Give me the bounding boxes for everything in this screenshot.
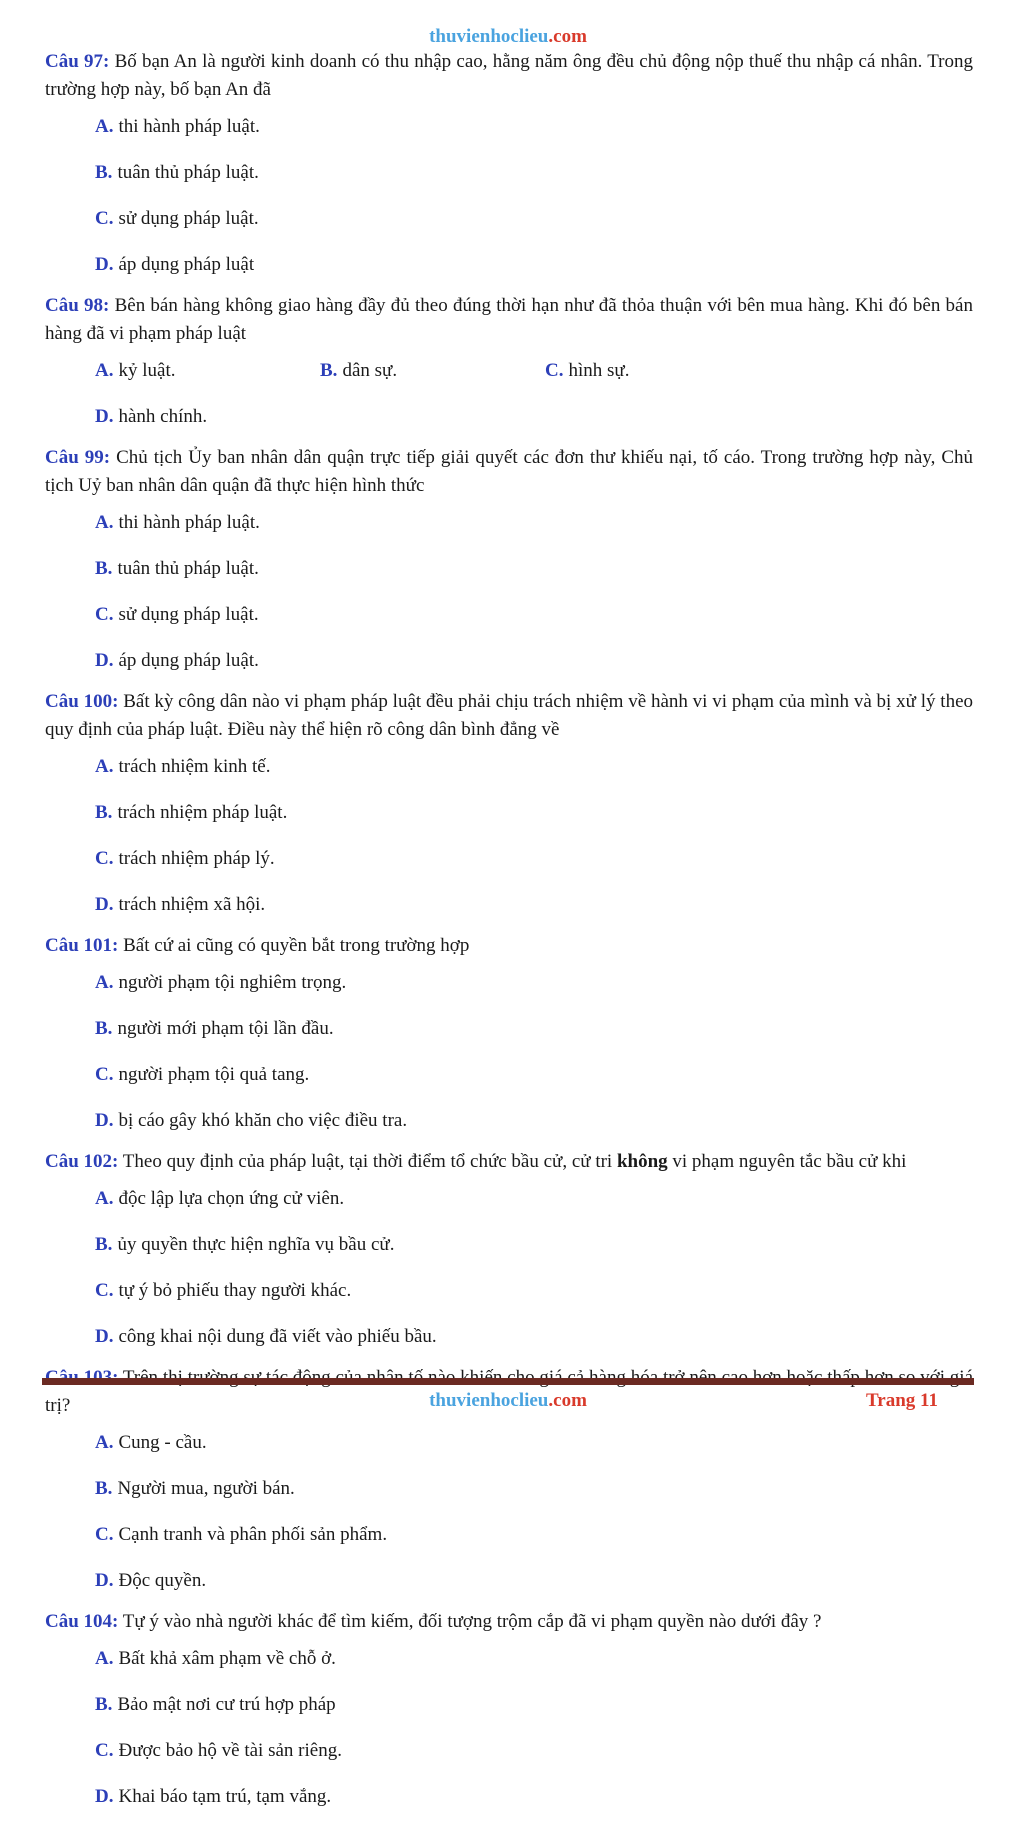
site-name: thuvienhoclieu	[429, 26, 549, 47]
site-header[interactable]	[0, 26, 1016, 48]
question-number: Câu 102:	[45, 1151, 119, 1172]
answer-option-b[interactable]: B. trách nhiệm pháp luật.	[95, 802, 288, 823]
question-number: Câu 98:	[45, 295, 110, 316]
question-stem	[45, 1608, 973, 1636]
question-list	[45, 48, 973, 1824]
question-text: Tự ý vào nhà người khác để tìm kiếm, đối tượng trộm cắp đã vi phạm quyền nào dưới đây ?	[118, 1611, 822, 1632]
answer-option-c[interactable]: C. Được bảo hộ về tài sản riêng.	[95, 1740, 342, 1761]
answer-option-a[interactable]: A. kỷ luật.	[95, 360, 176, 381]
site-tld: .com	[548, 26, 587, 47]
answer-option-b[interactable]: B. tuân thủ pháp luật.	[95, 558, 259, 579]
answer-options	[45, 104, 973, 288]
answer-option-c[interactable]: C. Cạnh tranh và phân phối sản phẩm.	[95, 1524, 388, 1545]
question-97	[45, 48, 973, 288]
question-text: Bố bạn An là người kinh doanh có thu nhập cao, hằng năm ông đều chủ động nộp thuế thu nhập cá nhân. Trong trường hợp này, bố bạn An đã	[45, 51, 973, 100]
question-number: Câu 104:	[45, 1611, 119, 1632]
question-98	[45, 292, 973, 440]
answer-option-a[interactable]: A. thi hành pháp luật.	[95, 116, 260, 137]
question-number: Câu 97:	[45, 51, 110, 72]
answer-option-d[interactable]: D. bị cáo gây khó khăn cho việc điều tra.	[95, 1110, 408, 1131]
question-text: Theo quy định của pháp luật, tại thời điểm tổ chức bầu cử, cử tri	[118, 1151, 617, 1172]
answer-option-a[interactable]: A. thi hành pháp luật.	[95, 512, 260, 533]
answer-option-c[interactable]: C. tự ý bỏ phiếu thay người khác.	[95, 1280, 352, 1301]
answer-options	[45, 1636, 973, 1820]
question-text: Bất cứ ai cũng có quyền bắt trong trường hợp	[118, 935, 470, 956]
question-stem	[45, 444, 973, 500]
question-text: Bên bán hàng không giao hàng đầy đủ theo đúng thời hạn như đã thỏa thuận với bên mua hàng. Khi đó bên bán hàng đã vi phạm pháp luật	[45, 295, 973, 344]
answer-options	[45, 1420, 973, 1604]
emphasis-word: không	[616, 1151, 668, 1172]
answer-option-b[interactable]: B. người mới phạm tội lần đầu.	[95, 1018, 334, 1039]
answer-options	[45, 744, 973, 928]
answer-option-a[interactable]: A. trách nhiệm kinh tế.	[95, 756, 271, 777]
answer-option-c[interactable]: C. sử dụng pháp luật.	[95, 208, 259, 229]
answer-option-d[interactable]: D. công khai nội dung đã viết vào phiếu bầu.	[95, 1326, 437, 1347]
answer-option-d[interactable]: D. trách nhiệm xã hội.	[95, 894, 266, 915]
answer-option-c[interactable]: C. trách nhiệm pháp lý.	[95, 848, 275, 869]
question-number: Câu 101:	[45, 935, 119, 956]
question-stem	[45, 932, 973, 960]
answer-option-c[interactable]: C. hình sự.	[545, 360, 630, 381]
question-number: Câu 99:	[45, 447, 111, 468]
answer-options	[45, 348, 973, 440]
answer-option-b[interactable]: B. dân sự.	[320, 360, 398, 381]
answer-options	[45, 960, 973, 1144]
answer-option-c[interactable]: C. người phạm tội quả tang.	[95, 1064, 310, 1085]
answer-option-a[interactable]: A. độc lập lựa chọn ứng cử viên.	[95, 1188, 345, 1209]
answer-option-d[interactable]: D. hành chính.	[95, 406, 208, 427]
question-104	[45, 1608, 973, 1820]
footer-site-tld: .com	[548, 1390, 587, 1411]
question-101	[45, 932, 973, 1144]
answer-option-b[interactable]: B. Bảo mật nơi cư trú hợp pháp	[95, 1694, 336, 1715]
page-number: Trang 11	[866, 1390, 938, 1411]
question-text: trị?	[45, 1395, 71, 1416]
question-99	[45, 444, 973, 684]
question-stem	[45, 292, 973, 348]
question-102	[45, 1148, 973, 1360]
question-number: Câu 100:	[45, 691, 119, 712]
footer-site-link[interactable]	[0, 1390, 1016, 1412]
answer-option-d[interactable]: D. Độc quyền.	[95, 1570, 207, 1591]
answer-option-a[interactable]: A. người phạm tội nghiêm trọng.	[95, 972, 347, 993]
question-100	[45, 688, 973, 928]
answer-option-c[interactable]: C. sử dụng pháp luật.	[95, 604, 259, 625]
question-text-end: vi phạm nguyên tắc bầu cử khi	[667, 1151, 907, 1172]
answer-options	[45, 500, 973, 684]
question-stem	[45, 1148, 973, 1176]
answer-option-b[interactable]: B. ủy quyền thực hiện nghĩa vụ bầu cử.	[95, 1234, 395, 1255]
answer-option-a[interactable]: A. Bất khả xâm phạm về chỗ ở.	[95, 1648, 336, 1669]
footer-site-name: thuvienhoclieu	[429, 1390, 549, 1411]
question-stem	[45, 48, 973, 104]
question-text: Chủ tịch Ủy ban nhân dân quận trực tiếp giải quyết các đơn thư khiếu nại, tố cáo. Trong trường hợp này, Chủ tịch Uỷ ban nhân dân quận đã thực hiện hình thức	[45, 447, 973, 496]
answer-option-a[interactable]: A. Cung - cầu.	[95, 1432, 207, 1453]
question-text: Bất kỳ công dân nào vi phạm pháp luật đều phải chịu trách nhiệm về hành vi vi phạm của mình và bị xử lý theo quy định của pháp luật. Điều này thể hiện rõ công dân bình đẳng về	[45, 691, 973, 740]
answer-options	[45, 1176, 973, 1360]
question-stem	[45, 688, 973, 744]
footer-divider	[42, 1378, 974, 1385]
answer-option-d[interactable]: D. áp dụng pháp luật.	[95, 650, 259, 671]
answer-option-b[interactable]: B. Người mua, người bán.	[95, 1478, 295, 1499]
answer-option-d[interactable]: D. áp dụng pháp luật	[95, 254, 255, 275]
answer-option-d[interactable]: D. Khai báo tạm trú, tạm vắng.	[95, 1786, 332, 1807]
answer-option-b[interactable]: B. tuân thủ pháp luật.	[95, 162, 259, 183]
